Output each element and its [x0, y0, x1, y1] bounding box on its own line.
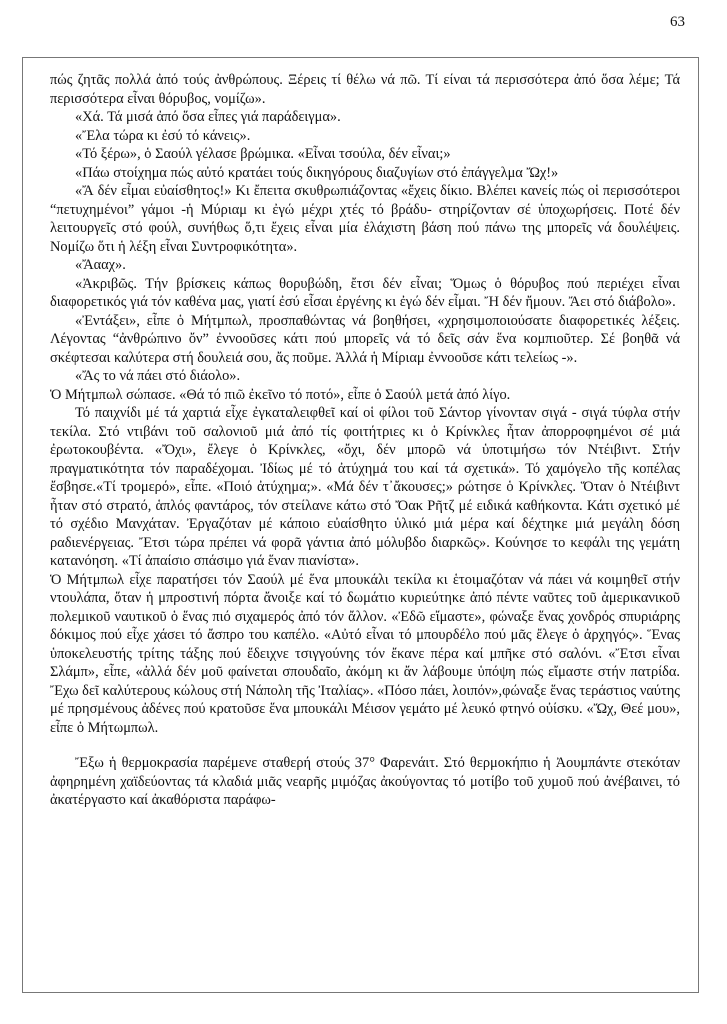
paragraph: πώς ζητᾶς πολλά ἀπό τούς ἀνθρώπους. Ξέρεις τί θέλω νά πῶ. Τί είναι τά περισσότερα ἀπό ὅσα λέμε; Τά περισσότερα εἶναι θόρυβος, νομίζω».: [50, 72, 680, 107]
paragraph: «Ἄααχ».: [75, 257, 126, 273]
paragraph: «Ἀκριβῶς. Τήν βρίσκεις κάπως θορυβώδη, ἔτσι δέν εἶναι; Ὅμως ὁ θόρυβος πού περιέχει εἶναι διαφορετικός γιά τόν καθένα μας, γιατί ἐσύ εἶσαι ἐργένης κι ἐγώ δέν εἶμαι. Ἤ δέν ἤμουν. Ἄει στό διάβολο».: [50, 275, 680, 310]
paragraph: «Ἔλα τώρα κι ἐσύ τό κάνεις».: [75, 127, 251, 144]
paragraph: «Ἄ δέν εἶμαι εὐαίσθητος!» Κι ἔπειτα σκυθρωπιάζοντας «ἔχεις δίκιο. Βλέπει κανείς πώς οἱ περισσότεροι “πετυχημένοι” γάμοι -ἡ Μύριαμ κι ἐγώ μέχρι χτές τό βράδυ- στηρίζονταν σέ ὑποχωρήσεις. Ποτέ δέν λειτουργεῖς στό φούλ, συνήθως ὅ,τι ἔχεις εἶναι μία ἐλάχιστη βάση πού πάνω της μπορεῖς νά δουλέψεις. Νομίζω ὅτι ἡ λέξη εἶναι Συντροφικότητα».: [50, 183, 680, 255]
paragraph: Ἔξω ἡ θερμοκρασία παρέμενε σταθερή στούς 37° Φαρενάιτ. Στό θερμοκήπιο ἡ Ἀουμπάντε στεκόταν ἀφηρημένη χαϊδεύοντας τά κλαδιά μιᾶς νεαρῆς μιμόζας ἀκούγοντας τό μοτίβο τοῦ χυμοῦ πού ἀνέβαινει, τό ἀκατέργαστο καί ἀκαθόριστα παράφω-: [50, 755, 680, 808]
paragraph: «Χά. Τά μισά ἀπό ὅσα εἶπες γιά παράδειγμα».: [75, 109, 341, 125]
paragraph: «Ἄς το νά πάει στό διάολο».: [75, 368, 241, 384]
paragraph: «Πάω στοίχημα πώς αὐτό κρατάει τούς δικηγόρους διαζυγίων στό ἐπάγγελμα Ὤχ!»: [75, 164, 559, 181]
paragraph: Ὁ Μήτμπωλ εἶχε παρατήσει τόν Σαούλ μέ ἕνα μπουκάλι τεκίλα κι ἑτοιμαζόταν νά πάει νά κοιμηθεῖ στήν ντουλάπα, ὅταν ἡ μπροστινή πόρτα ἄνοιξε καί τό δωμάτιο κυριεύτηκε ἀπό πέντε ναῦτες τοῦ ἀμερικανικοῦ πολεμικοῦ ναυτικοῦ ὁ ἕνας πιό σιχαμερός ἀπό τόν ἄλλον. «Ἐδῶ εἴμαστε», φώναξε ἕνας χονδρός σπυριάρης δόκιμος πού εἶχε χάσει τό ἄσπρο του καπέλο. «Αὐτό εἶναι τό μπουρδέλο πού μᾶς ἔλεγε ὁ ἀρχηγός». Ἕνας ὑποκελευστής τρίτης τάξης πού ἔδειχνε τσιγγούνης τόν ἔκανε πέρα καί μπῆκε στό σαλόνι. «Ἔτσι εἶναι Σλάμπ», εἶπε, «ἀλλά δέν μοῦ φαίνεται σπουδαῖο, ἀκόμη κι ἄν λάβουμε ὑπόψη πώς εἴμαστε στήν πατρίδα. Ἔχω δεῖ καλύτερους κώλους στή Νάπολη τῆς Ἰταλίας». «Πόσο πάει, λοιπόν»,φώναξε ἕνας τεράστιος ναύτης μέ πρησμένους ἀδένες πού κρατοῦσε ἕνα μπουκάλι Μέισον γεμάτο μέ λευκό φτηνό οὐίσκυ. «Ὤχ, Θεέ μου», εἶπε ὁ Μήτωμπωλ.: [50, 571, 680, 736]
paragraph: Ὁ Μήτμπωλ σώπασε. «Θά τό πιῶ ἐκεῖνο τό ποτό», εἶπε ὁ Σαούλ μετά ἀπό λίγο.: [50, 386, 511, 403]
paragraph: «Τό ξέρω», ὁ Σαούλ γέλασε βρώμικα. «Εἶναι τσούλα, δέν εἶναι;»: [75, 146, 451, 162]
body-text: [50, 71, 680, 810]
paragraph: Τό παιχνίδι μέ τά χαρτιά εἶχε ἐγκαταλειφθεῖ καί οἱ φίλοι τοῦ Σάντορ γίνονταν σιγά - σιγά τύφλα στήν τεκίλα. Στό ντιβάνι τοῦ σαλονιοῦ μιά ἀπό τίς φοιτήτριες κι ὁ Κρίνκλες ἦταν ἀπορροφημένοι σέ μιά ἐρωτοκουβέντα. «Ὄχι», ἔλεγε ὁ Κρίνκλες, «ὄχι, δέν μπορῶ νά ὑποτιμήσω τόν Ντέιβιντ. Στήν πραγματικότητα τόν παραδέχομαι. Ἰδίως μέ τό ἀτύχημά του καί τά σχετικά». Τό χαμόγελο τῆς κοπέλας ἔσβησε.«Τί τρομερό», εἶπε. «Ποιό ἀτύχημα;». «Μά δέν τ᾽ἄκουσες;» ρώτησε ὁ Κρίνκλες. Ὅταν ὁ Ντέιβιντ ἦταν στό στρατό, ἁπλός φαντάρος, τόν στείλανε κάτω στό Ὄακ Ρῆτζ μέ ειδικά καθήκοντα. Κάτι σχετικό μέ τό σχέδιο Μανχάταν. Ἐργαζόταν μέ κάποιο εὐαίσθητο ὑλικό μιά μέρα καί δέχτηκε μιά μεγάλη δόση ραδιενέργειας. Ἔτσι τώρα πρέπει νά φορᾶ γάντια ἀπό μόλυβδο διαρκῶς». Κούνησε το κεφάλι της γεμάτη κατανόηση. «Τί ἀπαίσιο σπάσιμο γιά ἕναν πιανίστα».: [50, 405, 680, 569]
page-number: 63: [670, 14, 685, 30]
paragraph: «Ἐντάξει», εἶπε ὁ Μήτμπωλ, προσπαθώντας νά βοηθήσει, «χρησιμοποιούσατε διαφορετικές λέξεις. Λέγοντας “ἀνθρώπινο ὄν” ἐννοοῦσες κάτι πού μπορεῖς νά τό δεῖς σάν ἕνα κομπιοῦτερ. Σέ βοηθᾶ νά σκέφτεσαι καλύτερα στή δουλειά σου, ἄς ποῦμε. Ἀλλά ἡ Μίριαμ ἐννοοῦσε κάτι τελείως -».: [50, 312, 680, 366]
